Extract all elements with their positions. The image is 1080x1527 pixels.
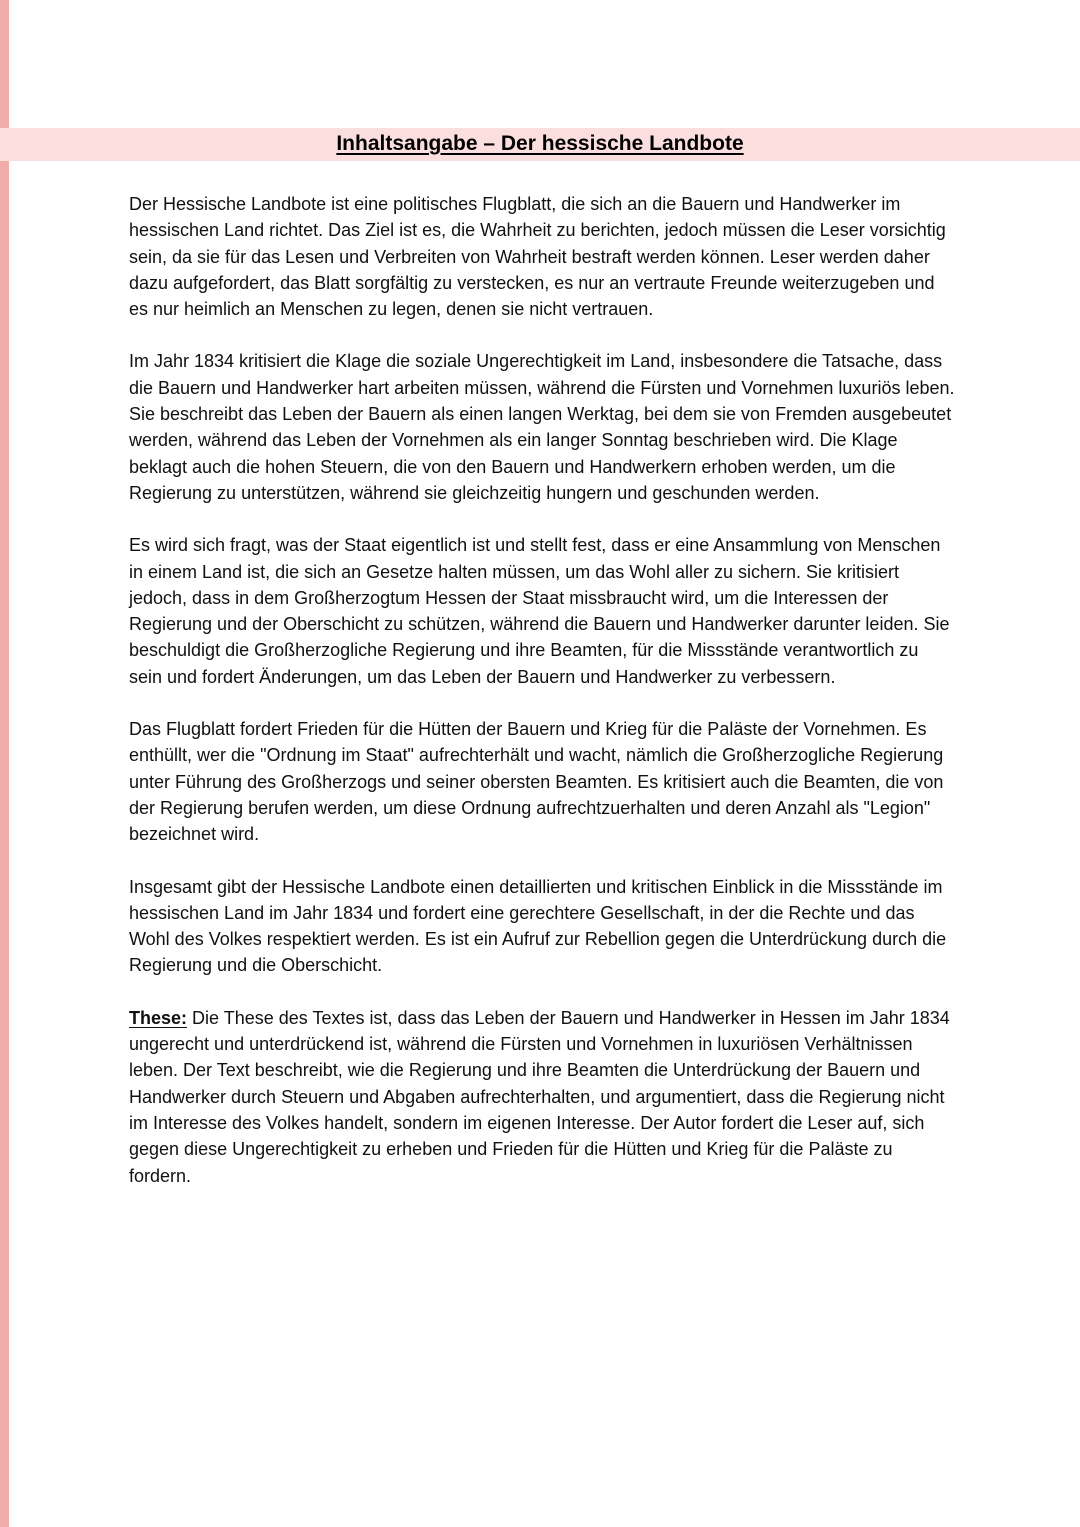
document-body [129, 191, 955, 1215]
summary-paragraph-3: Es wird sich fragt, was der Staat eigentlich ist und stellt fest, dass er eine Ansammlung von Menschen in einem Land ist, die sich an Gesetze halten müssen, um das Wohl aller zu sichern. Sie kritisiert jedoch, dass in dem Großherzogtum Hessen der Staat missbraucht wird, um die Interessen der Regierung und der Oberschicht zu schützen, während die Bauern und Handwerker darunter leiden. Sie beschuldigt die Großherzogliche Regierung und ihre Beamten, für die Missstände verantwortlich zu sein und fordert Änderungen, um das Leben der Bauern und Handwerker zu verbessern. [129, 535, 950, 687]
summary-paragraph-4: Das Flugblatt fordert Frieden für die Hütten der Bauern und Krieg für die Paläste der Vornehmen. Es enthüllt, wer die "Ordnung im Staat" aufrechterhält und wacht, nämlich die Großherzogliche Regierung unter Führung des Großherzogs und seiner obersten Beamten. Es kritisiert auch die Beamten, die von der Regierung berufen werden, um diese Ordnung aufrechtzuerhalten und deren Anzahl als "Legion" bezeichnet wird. [129, 719, 944, 845]
thesis-label: These: [129, 1007, 188, 1028]
summary-paragraph-2: Im Jahr 1834 kritisiert die Klage die soziale Ungerechtigkeit im Land, insbesondere die Tatsache, dass die Bauern und Handwerker hart arbeiten müssen, während die Fürsten und Vornehmen luxuriös leben. Sie beschreibt das Leben der Bauern als einen langen Werktag, bei dem sie von Fremden ausgebeutet werden, während das Leben der Vornehmen als ein langer Sonntag beschrieben wird. Die Klage beklagt auch die hohen Steuern, die von den Bauern und Handwerkern erhoben werden, um die Regierung zu unterstützen, während sie gleichzeitig hungern und geschunden werden. [129, 351, 955, 503]
page-title: Inhaltsangabe – Der hessische Landbote [336, 132, 744, 155]
thesis-paragraph [129, 1005, 955, 1189]
thesis-text: Die These des Textes ist, dass das Leben der Bauern und Handwerker in Hessen im Jahr 1834 ungerecht und unterdrückend ist, während die Fürsten und Vornehmen in luxuriösen Verhältnissen leben. Der Text beschreibt, wie die Regierung und ihre Beamten die Unterdrückung der Bauern und Handwerker durch Steuern und Abgaben aufrechterhalten, und argumentiert, dass die Regierung nicht im Interesse des Volkes handelt, sondern im eigenen Interesse. Der Autor fordert die Leser auf, sich gegen diese Ungerechtigkeit zu erheben und Frieden für die Hütten und Krieg für die Paläste zu fordern. [129, 1007, 950, 1186]
left-edge-stripe [0, 0, 9, 1527]
summary-paragraph-5: Insgesamt gibt der Hessische Landbote einen detaillierten und kritischen Einblick in die Missstände im hessischen Land im Jahr 1834 und fordert eine gerechtere Gesellschaft, in der die Rechte und das Wohl des Volkes respektiert werden. Es ist ein Aufruf zur Rebellion gegen die Unterdrückung durch die Regierung und die Oberschicht. [129, 876, 947, 976]
summary-paragraph-1: Der Hessische Landbote ist eine politisches Flugblatt, die sich an die Bauern und Handwerker im hessischen Land richtet. Das Ziel ist es, die Wahrheit zu berichten, jedoch müssen die Leser vorsichtig sein, da sie für das Lesen und Verbreiten von Wahrheit bestraft werden können. Leser werden daher dazu aufgefordert, das Blatt sorgfältig zu verstecken, es nur an vertraute Freunde weiterzugeben und es nur heimlich an Menschen zu legen, denen sie nicht vertrauen. [129, 194, 946, 320]
